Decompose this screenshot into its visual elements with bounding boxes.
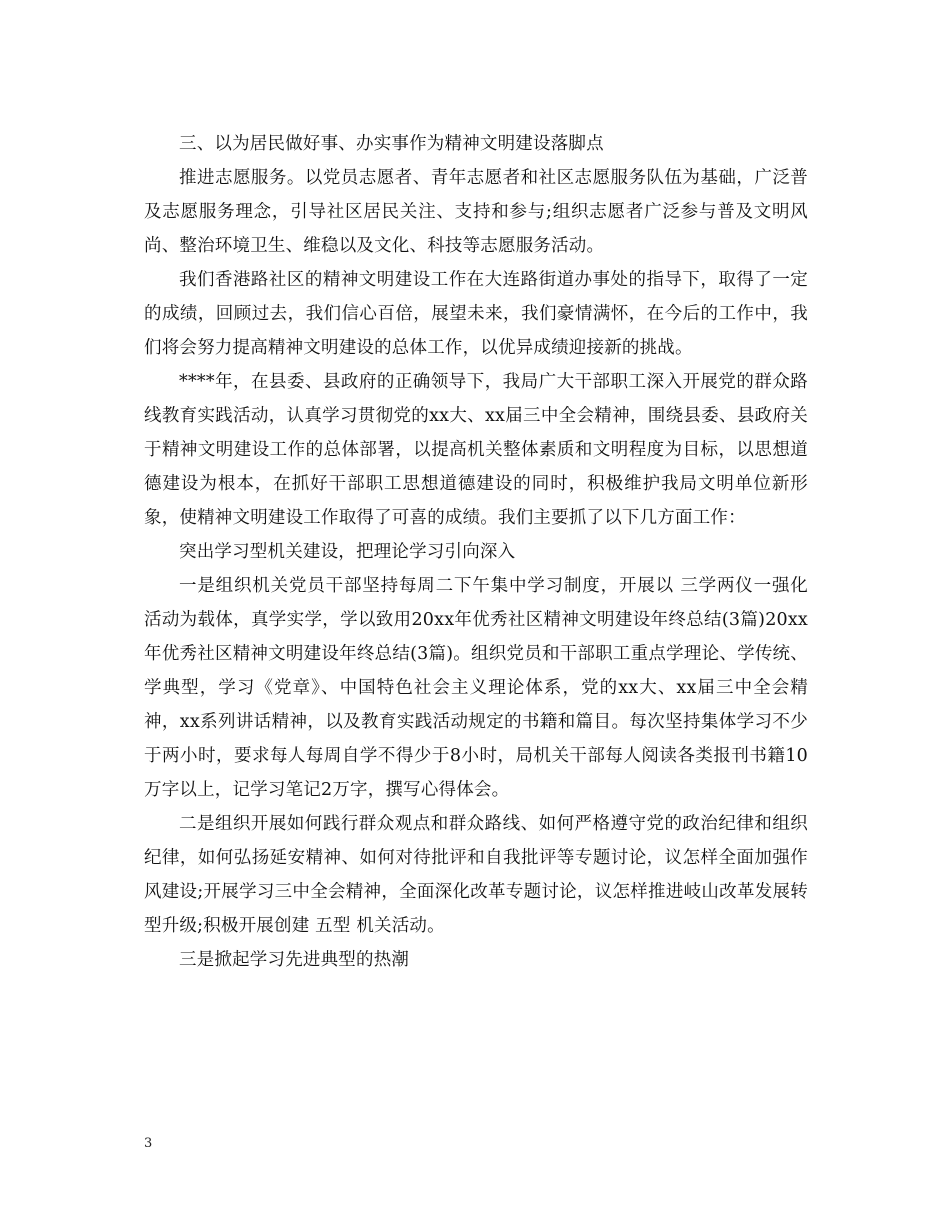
paragraph-volunteer-service: 推进志愿服务。以党员志愿者、青年志愿者和社区志愿服务队伍为基础，广泛普及志愿服务理念，引导社区居民关注、支持和参与;组织志愿者广泛参与普及文明风尚、整治环境卫生、维稳以及文化、科技等志愿服务活动。 [144,168,808,256]
paragraph-point-two: 二是组织开展如何践行群众观点和群众路线、如何严格遵守党的政治纪律和组织纪律，如何弘扬延安精神、如何对待批评和自我批评等专题讨论，议怎样全面加强作风建设;开展学习三中全会精神，全面深化改革专题讨论，议怎样推进岐山改革发展转型升级;积极开展创建 五型 机关活动。 [144,814,808,936]
page-number: 3 [144,1136,153,1151]
document-body [144,127,808,977]
paragraph-point-one: 一是组织机关党员干部坚持每周二下午集中学习制度，开展以 三学两仪一强化 活动为载体，真学实学，学以致用20xx年优秀社区精神文明建设年终总结(3篇)20xx年优秀社区精神文明建设年终总结(3篇)。组织党员和干部职工重点学理论、学传统、学典型，学习《党章》、中国特色社会主义理论体系，党的xx大、xx届三中全会精神，xx系列讲话精神，以及教育实践活动规定的书籍和篇目。每次坚持集体学习不少于两小时，要求每人每周自学不得少于8小时，局机关干部每人阅读各类报刊书籍10万字以上，记学习笔记2万字，撰写心得体会。 [144,576,808,800]
paragraph-point-three: 三是掀起学习先进典型的热潮 [179,950,410,970]
subheading-learning-organization: 突出学习型机关建设，把理论学习引向深入 [179,542,516,562]
section-heading: 三、以为居民做好事、办实事作为精神文明建设落脚点 [179,134,604,154]
paragraph-community-summary: 我们香港路社区的精神文明建设工作在大连路街道办事处的指导下，取得了一定的成绩，回顾过去，我们信心百倍，展望未来，我们豪情满怀，在今后的工作中，我们将会努力提高精神文明建设的总体工作，以优异成绩迎接新的挑战。 [144,270,808,358]
paragraph-annual-overview: ****年，在县委、县政府的正确领导下，我局广大干部职工深入开展党的群众路线教育实践活动，认真学习贯彻党的xx大、xx届三中全会精神，围绕县委、县政府关于精神文明建设工作的总体部署，以提高机关整体素质和文明程度为目标，以思想道德建设为根本，在抓好干部职工思想道德建设的同时，积极维护我局文明单位新形象，使精神文明建设工作取得了可喜的成绩。我们主要抓了以下几方面工作： [144,372,808,528]
